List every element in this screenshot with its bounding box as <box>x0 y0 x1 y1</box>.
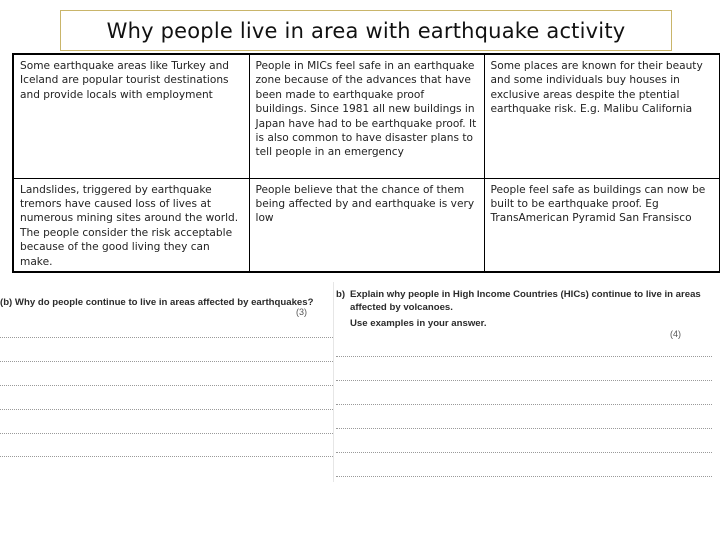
answer-line[interactable] <box>336 404 712 405</box>
answer-line[interactable] <box>0 361 333 362</box>
question-b-line-3: Use examples in your answer. <box>350 318 487 329</box>
question-b-line-1: Explain why people in High Income Countries (HICs) continue to live in areas <box>350 289 701 300</box>
answer-line[interactable] <box>0 409 333 410</box>
table-row <box>13 178 720 272</box>
table-cell: Some earthquake areas like Turkey and Iceland are popular tourist destinations and provide locals with employment <box>13 54 249 178</box>
answer-line[interactable] <box>0 456 333 457</box>
table-cell: Some places are known for their beauty and some individuals buy houses in exclusive areas despite the ptential earthquake risk. E.g. Malibu California <box>484 54 720 178</box>
table-cell: Landslides, triggered by earthquake tremors have caused loss of lives at numerous mining sites around the world. The people consider the risk acceptable because of the good living they can make. <box>13 178 249 272</box>
answer-line[interactable] <box>336 356 712 357</box>
question-b-marks: (4) <box>670 329 681 339</box>
answer-line[interactable] <box>0 385 333 386</box>
answer-line[interactable] <box>336 452 712 453</box>
question-b-number: b) <box>336 289 346 300</box>
answer-line[interactable] <box>336 428 712 429</box>
page-title: Why people live in area with earthquake activity <box>106 18 626 43</box>
worksheet-divider <box>333 282 334 482</box>
question-b-line-2: affected by volcanoes. <box>350 302 453 313</box>
worksheet-question-a <box>0 282 333 462</box>
table-cell: People feel safe as buildings can now be built to be earthquake proof. Eg TransAmerican Pyramid San Fransisco <box>484 178 720 272</box>
title-box <box>60 10 672 51</box>
answer-line[interactable] <box>336 380 712 381</box>
table-cell: People in MICs feel safe in an earthquake zone because of the advances that have been made to earthquake proof buildings. Since 1981 all new buildings in Japan have had to be earthquake proof. It is also common to have disaster plans to tell people in an emergency <box>249 54 484 178</box>
table-cell: People believe that the chance of them being affected by and earthquake is very low <box>249 178 484 272</box>
worksheet-question-b <box>336 282 720 492</box>
table-row <box>13 54 720 178</box>
info-table <box>12 53 720 273</box>
question-a-text: (b) Why do people continue to live in areas affected by earthquakes? <box>0 297 314 308</box>
question-a-marks: (3) <box>296 307 307 317</box>
answer-line[interactable] <box>0 433 333 434</box>
answer-line[interactable] <box>0 337 333 338</box>
answer-line[interactable] <box>336 476 712 477</box>
